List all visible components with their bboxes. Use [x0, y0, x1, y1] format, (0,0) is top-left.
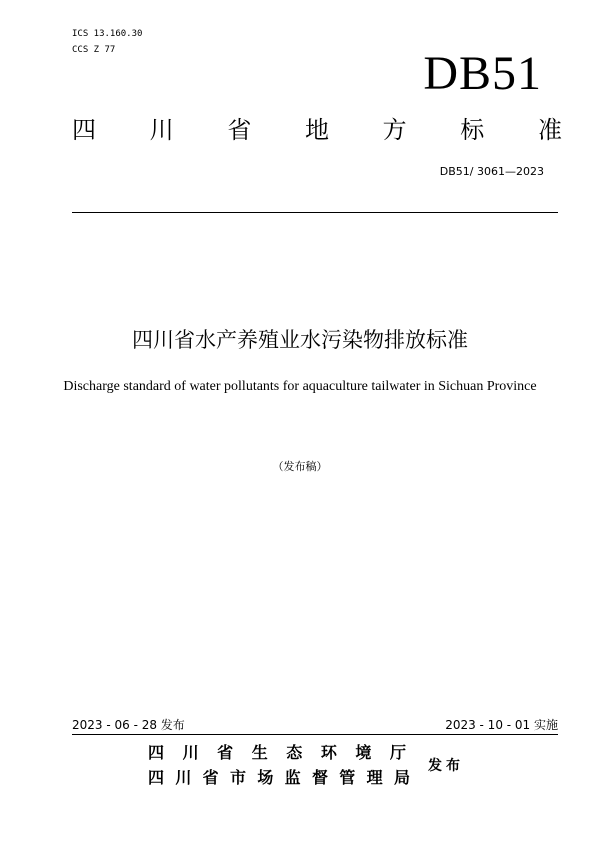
document-title-chinese: 四川省水产养殖业水污染物排放标准: [132, 328, 468, 352]
heading-character: 标: [460, 116, 485, 144]
heading-character: 环: [320, 743, 337, 762]
heading-character: 理: [366, 768, 383, 787]
bottom-divider: [72, 734, 558, 735]
heading-character: 省: [217, 743, 234, 762]
heading-character: 四: [72, 116, 96, 144]
issue-date: 2023 - 06 - 28 发布: [72, 718, 185, 732]
heading-character: 生: [251, 743, 268, 762]
heading-character: 局: [393, 768, 410, 787]
ccs-code: CCS Z 77: [72, 45, 116, 55]
heading-character: 督: [311, 768, 328, 787]
heading-character: 地: [304, 116, 329, 144]
heading-character: 川: [149, 116, 174, 144]
heading-character: 监: [284, 768, 301, 787]
heading-character: 态: [286, 743, 303, 762]
heading-character: 管: [339, 768, 356, 787]
draft-status: （发布稿）: [272, 460, 328, 473]
document-title-english: Discharge standard of water pollutants for aquaculture tailwater in Sichuan Province: [63, 379, 537, 394]
issuer-market-regulation: [148, 767, 410, 789]
heading-character: 省: [227, 116, 252, 144]
standard-logo: DB51: [423, 47, 542, 100]
issuer-ecology-environment: [148, 742, 406, 764]
heading-character: 川: [182, 743, 199, 762]
issued-label: 发布: [428, 758, 464, 774]
heading-character: 准: [537, 116, 562, 144]
heading-character: 川: [175, 768, 192, 787]
heading-character: 四: [148, 743, 165, 762]
implementation-date: 2023 - 10 - 01 实施: [445, 718, 558, 732]
heading-character: 场: [257, 768, 274, 787]
heading-character: 市: [229, 768, 246, 787]
top-divider: [72, 212, 558, 213]
ics-code: ICS 13.160.30: [72, 29, 143, 39]
heading-character: 省: [202, 768, 219, 787]
heading-character: 四: [148, 768, 165, 787]
heading-character: 方: [382, 116, 407, 144]
standard-type-title: [72, 112, 562, 148]
heading-character: 境: [355, 743, 372, 762]
heading-character: 厅: [389, 743, 406, 762]
standard-number: DB51/ 3061—2023: [439, 165, 544, 178]
